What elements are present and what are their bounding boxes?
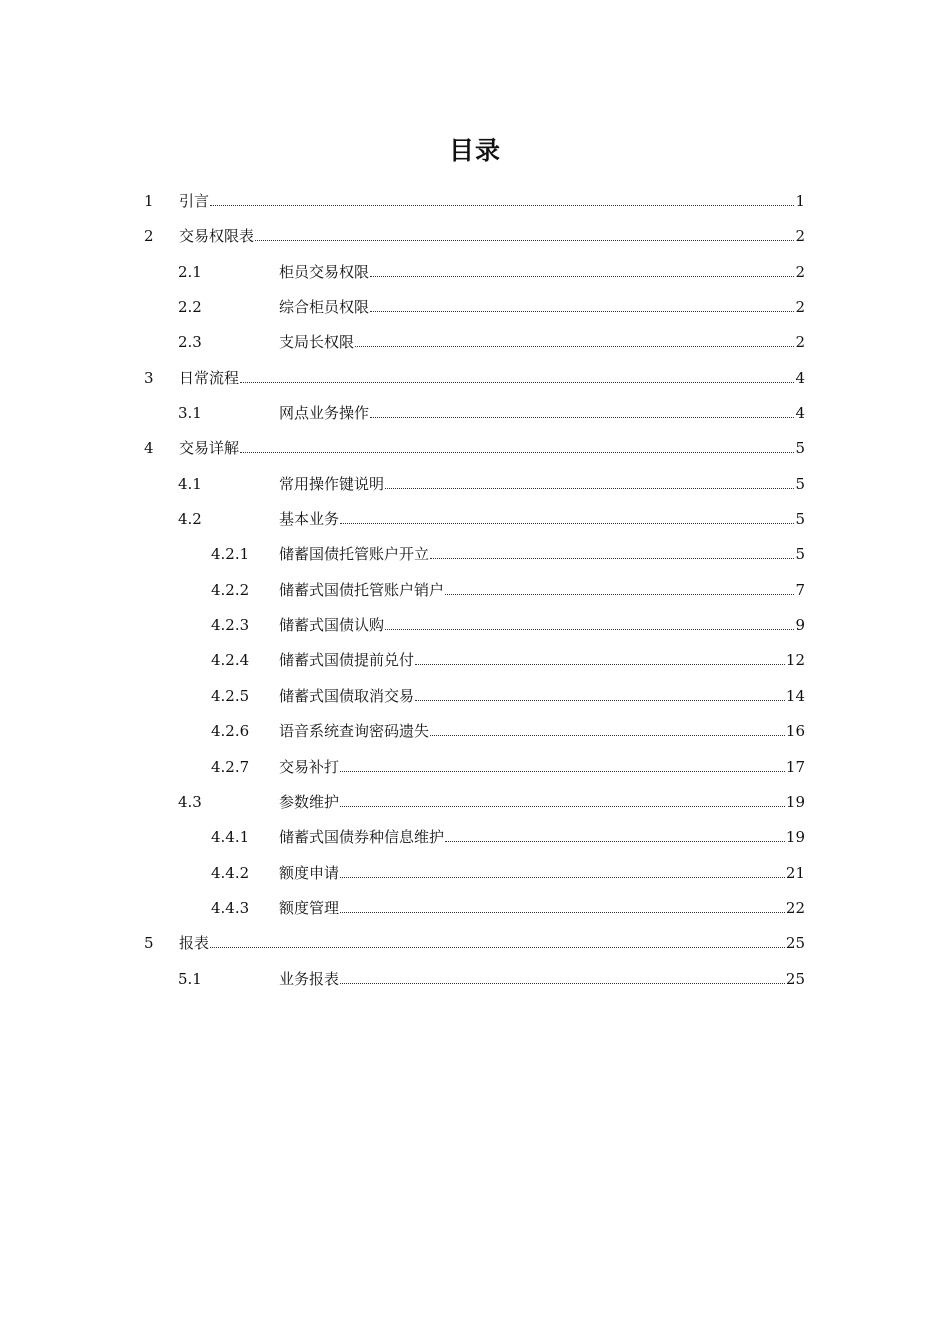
dot-leader xyxy=(415,700,785,701)
toc-entry-number: 4.2.4 xyxy=(211,651,250,670)
toc-entry-page: 12 xyxy=(785,651,805,670)
toc-entry-label: 储蓄式国债券种信息维护 xyxy=(279,828,445,847)
toc-entry-page: 25 xyxy=(785,969,805,988)
toc-entry-page: 22 xyxy=(785,898,805,917)
toc-entry-line xyxy=(279,864,805,882)
toc-entry-page: 1 xyxy=(795,192,805,210)
toc-entry-number: 4.2.3 xyxy=(211,616,250,635)
dot-leader xyxy=(340,983,785,984)
toc-entry[interactable] xyxy=(0,466,950,501)
toc-entry-line xyxy=(279,758,805,776)
toc-entry-label: 储蓄式国债认购 xyxy=(279,616,385,635)
toc-entry-number: 4.2.2 xyxy=(211,580,250,599)
toc-entry-page: 2 xyxy=(795,227,805,246)
dot-leader xyxy=(240,382,794,383)
dot-leader xyxy=(385,488,794,489)
toc-entry-label: 网点业务操作 xyxy=(279,404,370,423)
toc-entry[interactable] xyxy=(0,961,950,996)
toc-entry-page: 2 xyxy=(795,262,805,281)
toc-entry-page: 25 xyxy=(785,934,805,953)
toc-entry-line xyxy=(279,828,805,846)
toc-entry-number: 4.1 xyxy=(178,474,202,493)
toc-entry[interactable] xyxy=(0,395,950,430)
toc-entry-number: 4 xyxy=(144,439,154,458)
toc-entry-page: 5 xyxy=(795,545,805,564)
toc-entry-line xyxy=(179,227,805,245)
toc-entry-label: 报表 xyxy=(179,934,210,953)
toc-entry-label: 交易补打 xyxy=(279,757,340,776)
toc-entry-line xyxy=(179,369,805,387)
dot-leader xyxy=(340,771,785,772)
dot-leader xyxy=(240,452,794,453)
dot-leader xyxy=(370,311,794,312)
toc-entry[interactable] xyxy=(0,890,950,925)
toc-entry-label: 日常流程 xyxy=(179,368,240,387)
toc-entry-number: 1 xyxy=(144,192,154,210)
toc-entry-label: 综合柜员权限 xyxy=(279,298,370,317)
toc-entry[interactable] xyxy=(0,536,950,571)
dot-leader xyxy=(210,947,785,948)
toc-entry-line xyxy=(279,510,805,528)
toc-entry[interactable] xyxy=(0,819,950,854)
dot-leader xyxy=(445,594,794,595)
toc-entry-line xyxy=(279,970,805,988)
dot-leader xyxy=(340,877,785,878)
toc-entry-page: 4 xyxy=(795,368,805,387)
toc-entry-label: 储蓄国债托管账户开立 xyxy=(279,545,430,564)
toc-entry-number: 2 xyxy=(144,227,154,246)
toc-entry-page: 9 xyxy=(795,616,805,635)
toc-entry-page: 2 xyxy=(795,298,805,317)
dot-leader xyxy=(370,417,794,418)
toc-entry-line xyxy=(279,475,805,493)
toc-entry-label: 常用操作键说明 xyxy=(279,474,385,493)
toc-entry-number: 4.4.3 xyxy=(211,898,250,917)
toc-entry[interactable] xyxy=(0,607,950,642)
dot-leader xyxy=(255,240,794,241)
toc-entry-line xyxy=(279,722,805,740)
dot-leader xyxy=(340,806,785,807)
toc-entry[interactable] xyxy=(0,501,950,536)
toc-entry-line xyxy=(279,404,805,422)
toc-entry-label: 储蓄式国债提前兑付 xyxy=(279,651,415,670)
toc-entry-page: 5 xyxy=(795,439,805,458)
toc-entry-page: 21 xyxy=(785,863,805,882)
dot-leader xyxy=(355,346,794,347)
toc-entry-page: 4 xyxy=(795,404,805,423)
toc-entry-number: 2.2 xyxy=(178,298,202,317)
toc-entry-number: 4.2.7 xyxy=(211,757,250,776)
toc-entry-label: 交易权限表 xyxy=(179,227,255,246)
toc-entry-line xyxy=(279,581,805,599)
toc-entry-page: 14 xyxy=(785,686,805,705)
dot-leader xyxy=(370,276,794,277)
toc-entry[interactable] xyxy=(0,430,950,465)
toc-entry-number: 4.2.1 xyxy=(211,545,250,564)
toc-entry[interactable] xyxy=(0,749,950,784)
toc-entry-line xyxy=(279,298,805,316)
toc-entry[interactable] xyxy=(0,218,950,253)
toc-entry[interactable] xyxy=(0,183,950,218)
toc-entry-label: 储蓄式国债取消交易 xyxy=(279,686,415,705)
toc-entry-page: 5 xyxy=(795,474,805,493)
toc-entry[interactable] xyxy=(0,572,950,607)
dot-leader xyxy=(430,558,794,559)
toc-entry[interactable] xyxy=(0,855,950,890)
toc-entry[interactable] xyxy=(0,289,950,324)
toc-entry-line xyxy=(279,333,805,351)
dot-leader xyxy=(445,841,785,842)
toc-entry-label: 柜员交易权限 xyxy=(279,262,370,281)
dot-leader xyxy=(415,664,785,665)
toc-entry-line xyxy=(279,263,805,281)
toc-entry-label: 额度申请 xyxy=(279,863,340,882)
toc-entry-page: 5 xyxy=(795,510,805,529)
table-of-contents xyxy=(0,183,950,996)
toc-entry-number: 3.1 xyxy=(178,404,202,423)
dot-leader xyxy=(340,523,794,524)
toc-entry-number: 5 xyxy=(144,934,154,953)
toc-entry-line xyxy=(179,439,805,457)
toc-entry-page: 16 xyxy=(785,722,805,741)
toc-entry-page: 19 xyxy=(785,828,805,847)
toc-entry-label: 额度管理 xyxy=(279,898,340,917)
toc-entry[interactable] xyxy=(0,713,950,748)
toc-entry-page: 17 xyxy=(785,757,805,776)
toc-entry-number: 4.4.2 xyxy=(211,863,250,882)
toc-entry-number: 4.3 xyxy=(178,792,202,811)
toc-entry-page: 7 xyxy=(795,580,805,599)
toc-entry-line xyxy=(279,545,805,563)
toc-entry-number: 5.1 xyxy=(178,969,202,988)
dot-leader xyxy=(210,205,794,206)
toc-entry-line xyxy=(279,687,805,705)
toc-entry-label: 引言 xyxy=(179,192,210,210)
toc-entry[interactable] xyxy=(0,784,950,819)
toc-entry-line xyxy=(179,934,805,952)
toc-entry-line xyxy=(279,616,805,634)
toc-title: 目录 xyxy=(448,136,501,165)
toc-entry[interactable] xyxy=(0,925,950,960)
toc-entry[interactable] xyxy=(0,360,950,395)
toc-entry[interactable] xyxy=(0,254,950,289)
dot-leader xyxy=(340,912,785,913)
toc-entry-label: 语音系统查询密码遗失 xyxy=(279,722,430,741)
dot-leader xyxy=(430,735,785,736)
toc-entry-label: 交易详解 xyxy=(179,439,240,458)
toc-entry-number: 2.3 xyxy=(178,333,202,352)
toc-entry-number: 3 xyxy=(144,368,154,387)
toc-entry-page: 19 xyxy=(785,792,805,811)
toc-entry[interactable] xyxy=(0,642,950,677)
toc-entry-label: 基本业务 xyxy=(279,510,340,529)
toc-entry-page: 2 xyxy=(795,333,805,352)
toc-entry-number: 4.2 xyxy=(178,510,202,529)
toc-entry-number: 4.4.1 xyxy=(211,828,250,847)
toc-entry-label: 支局长权限 xyxy=(279,333,355,352)
toc-entry-label: 储蓄式国债托管账户销户 xyxy=(279,580,445,599)
toc-entry-label: 业务报表 xyxy=(279,969,340,988)
toc-entry-line xyxy=(179,192,805,210)
toc-entry-line xyxy=(279,793,805,811)
toc-entry-line xyxy=(279,899,805,917)
toc-entry-number: 4.2.5 xyxy=(211,686,250,705)
toc-entry[interactable] xyxy=(0,678,950,713)
dot-leader xyxy=(385,629,794,630)
toc-entry-number: 4.2.6 xyxy=(211,722,250,741)
toc-entry-label: 参数维护 xyxy=(279,792,340,811)
toc-entry-number: 2.1 xyxy=(178,262,202,281)
toc-entry[interactable] xyxy=(0,324,950,359)
toc-entry-line xyxy=(279,651,805,669)
